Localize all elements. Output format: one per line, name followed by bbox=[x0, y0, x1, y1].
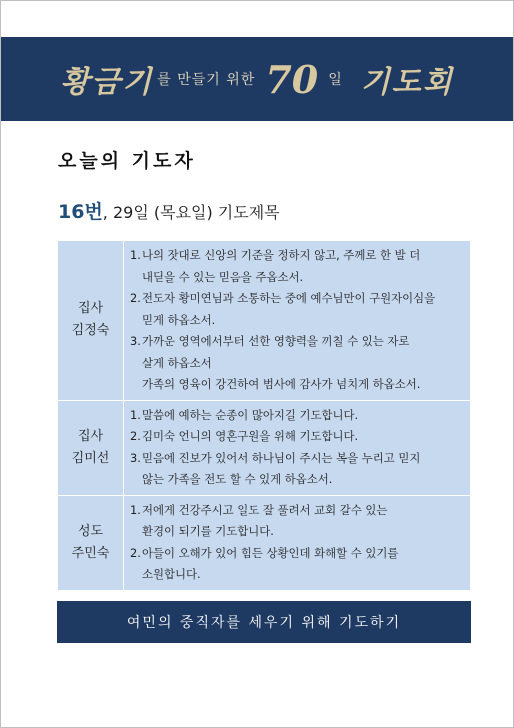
prayer-item-number: 3. bbox=[130, 450, 141, 465]
prayer-item-text: 전도자 황미연님과 소통하는 중에 예수님만이 구원자이심을 bbox=[142, 291, 436, 305]
prayer-item bbox=[130, 374, 464, 396]
date-line-number: 16번 bbox=[58, 201, 103, 223]
prayer-item bbox=[130, 331, 464, 374]
prayer-item-continuation: 살게 하옵소서 bbox=[142, 355, 212, 370]
prayer-items bbox=[124, 495, 471, 590]
prayer-items bbox=[124, 241, 471, 401]
prayer-item-continuation: 소원합니다. bbox=[142, 567, 201, 581]
prayer-item-text: 믿음에 진보가 있어서 하나님이 주시는 복을 누리고 믿지 bbox=[142, 450, 421, 465]
prayer-item-number: 2. bbox=[130, 545, 141, 560]
prayer-row bbox=[58, 241, 471, 401]
prayer-item-text: 가족의 영육이 강건하여 범사에 감사가 넘치게 하옵소서. bbox=[142, 377, 421, 391]
prayer-item bbox=[130, 448, 464, 491]
person-name: 김미선 bbox=[71, 450, 110, 466]
banner-part1: 황금기 bbox=[60, 65, 154, 100]
person-title: 집사 bbox=[77, 428, 104, 444]
prayer-item-number: 1. bbox=[130, 248, 141, 262]
prayer-row bbox=[58, 495, 471, 590]
prayer-item-text: 김미숙 언니의 영혼구원을 위해 기도합니다. bbox=[142, 429, 359, 443]
prayer-item bbox=[130, 426, 464, 448]
prayer-item-text: 저에게 건강주시고 일도 잘 풀려서 교회 갈수 있는 bbox=[142, 502, 388, 517]
prayer-item-number: 1. bbox=[130, 407, 141, 422]
prayer-item-continuation: 내딛을 수 있는 믿음을 주옵소서. bbox=[142, 269, 304, 284]
prayer-item-continuation: 않는 가족을 전도 할 수 있게 하옵소서. bbox=[142, 472, 333, 486]
person-name: 김정숙 bbox=[71, 323, 110, 339]
prayer-item bbox=[130, 500, 464, 543]
prayer-item-text: 나의 잣대로 신앙의 기준을 정하지 않고, 주께로 한 발 더 bbox=[142, 248, 421, 262]
prayer-item-number: 2. bbox=[130, 291, 141, 305]
prayer-item-text: 가까운 영역에서부터 선한 영향력을 끼칠 수 있는 자로 bbox=[142, 334, 410, 348]
section-title: 오늘의 기도자 bbox=[58, 150, 196, 172]
prayer-item bbox=[130, 288, 464, 331]
prayer-person bbox=[58, 495, 124, 590]
date-line bbox=[58, 197, 280, 224]
prayer-item bbox=[130, 543, 464, 586]
banner-part2: 를 만들기 위한 bbox=[157, 72, 256, 88]
prayer-item-continuation: 믿게 하옵소서. bbox=[142, 312, 216, 327]
prayer-table bbox=[57, 240, 471, 591]
prayer-item-text: 아들이 오해가 있어 힘든 상황인데 화해할 수 있기를 bbox=[142, 545, 399, 560]
prayer-person bbox=[58, 400, 124, 495]
person-title: 성도 bbox=[77, 523, 104, 539]
date-line-rest: , 29일 (목요일) 기도제목 bbox=[102, 203, 280, 222]
prayer-item-number: 3. bbox=[130, 334, 141, 348]
prayer-item bbox=[130, 245, 464, 288]
prayer-person bbox=[58, 241, 124, 401]
prayer-item-number: 1. bbox=[130, 502, 141, 517]
prayer-items bbox=[124, 400, 471, 495]
person-title: 집사 bbox=[77, 301, 104, 317]
footer-bar: 여민의 중직자를 세우기 위해 기도하기 bbox=[57, 601, 471, 643]
prayer-item-text: 말씀에 예하는 순종이 많아지길 기도합니다. bbox=[142, 407, 359, 422]
banner-part3: 일 bbox=[328, 72, 343, 88]
prayer-row bbox=[58, 400, 471, 495]
title-banner bbox=[1, 37, 513, 121]
prayer-item-number: 2. bbox=[130, 429, 141, 443]
prayer-item bbox=[130, 405, 464, 427]
banner-number: 70 bbox=[265, 56, 319, 102]
person-name: 주민숙 bbox=[71, 545, 110, 561]
prayer-item-continuation: 환경이 되기를 기도합니다. bbox=[142, 524, 274, 538]
banner-part4: 기도회 bbox=[360, 65, 454, 100]
